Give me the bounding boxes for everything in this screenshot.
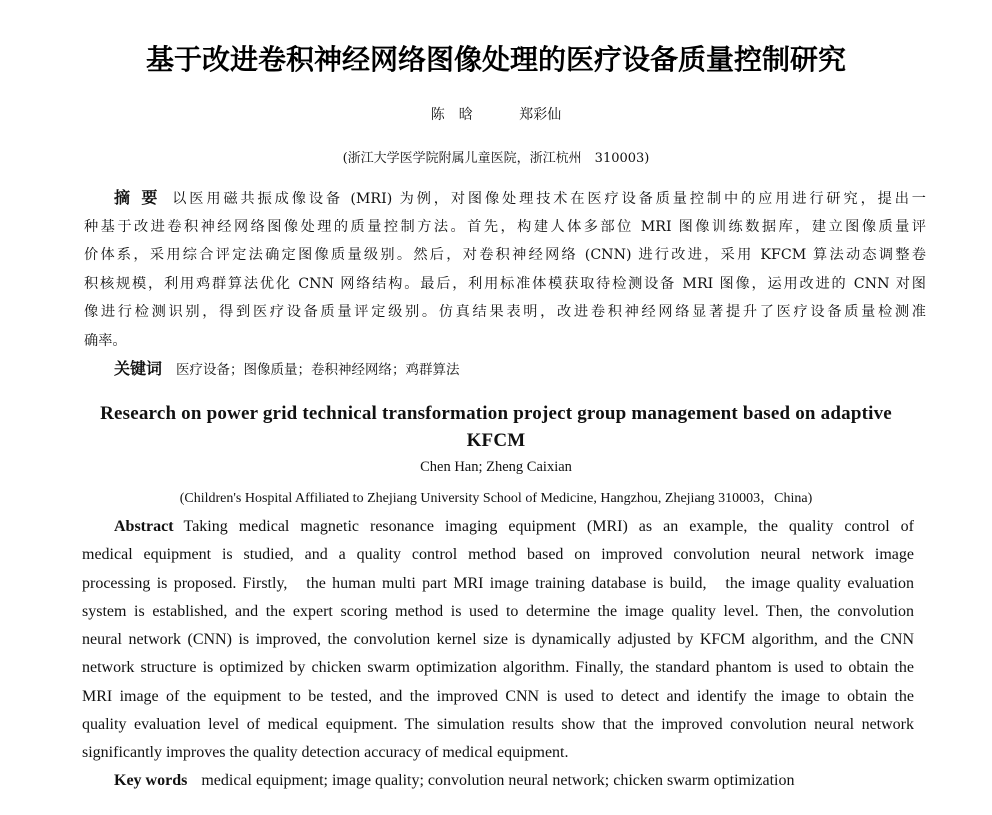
abstract-cn-label: 摘 要: [114, 188, 161, 207]
abstract-en-label: Abstract: [114, 518, 174, 535]
paper-title-en-line: KFCM: [466, 430, 526, 451]
abstract-cn-line: 像进行检测识别，得到医疗设备质量评定级别。仿真结果表明，改进卷积神经网络显著提升了医疗设备质量检测准: [84, 304, 926, 320]
abstract-cn-line: 确率。: [84, 332, 127, 349]
abstract-en-line: neural network (CNN) is improved, the convolution kernel size is dynamically adjusted by KFCM algorithm, and the CNN: [82, 631, 914, 649]
abstract-cn-line: [84, 184, 926, 213]
paper-title-en: [70, 400, 922, 454]
authors-cn: [0, 104, 992, 124]
abstract-cn: [84, 184, 926, 355]
abstract-cn-text: 以医用磁共振成像设备 (MRI) 为例，对图像处理技术在医疗设备质量控制中的应用进行研究，提出一: [172, 191, 926, 207]
abstract-en-line: system is established, and the expert scoring method is used to determine the image quality level. Then, the convolution: [82, 602, 914, 620]
keywords-cn-label: 关键词: [114, 359, 163, 378]
keywords-en: [114, 767, 795, 795]
keywords-cn-text: 医疗设备；图像质量；卷积神经网络；鸡群算法: [176, 362, 460, 378]
abstract-cn-line: 积核规模，利用鸡群算法优化 CNN 网络结构。最后，利用标准体模获取待检测设备 MRI 图像，运用改进的 CNN 对图: [84, 275, 926, 292]
abstract-en-line: network structure is optimized by chicken swarm optimization algorithm. Finally, the standard phantom is used to obtain the: [82, 659, 914, 677]
author-cn: 陈 晗: [430, 107, 473, 123]
affiliation-en: (Children's Hospital Affiliated to Zhejiang University School of Medicine, Hangzhou, Zhejiang 310003，China): [179, 491, 813, 506]
abstract-en-line: quality evaluation level of medical equipment. The simulation results show that the improved convolution neural network: [82, 716, 914, 734]
abstract-en-line: significantly improves the quality detection accuracy of medical equipment.: [82, 744, 569, 762]
abstract-en-line: [82, 513, 914, 541]
abstract-en-line: medical equipment is studied, and a quality control method based on improved convolution neural network image: [82, 546, 914, 564]
abstract-en: [82, 513, 914, 768]
authors-en: Chen Han; Zheng Caixian: [420, 459, 572, 475]
abstract-en-line: MRI image of the equipment to be tested, and the improved CNN is used to detect and identify the image to obtain the: [82, 687, 914, 705]
paper-title-en-line: Research on power grid technical transformation project group management based on adaptive: [100, 403, 892, 424]
paper-title-cn: 基于改进卷积神经网络图像处理的医疗设备质量控制研究: [145, 43, 846, 76]
author-cn: 郑彩仙: [519, 107, 562, 123]
affiliation-cn: (浙江大学医学院附属儿童医院，浙江杭州 310003): [342, 151, 650, 166]
abstract-en-text: Taking medical magnetic resonance imaging equipment (MRI) as an example, the quality control of: [183, 518, 914, 535]
abstract-en-line: processing is proposed. Firstly, the human multi part MRI image training database is build, the image quality evaluation: [82, 574, 914, 592]
keywords-cn: [114, 356, 460, 379]
keywords-en-label: Key words: [114, 772, 188, 789]
abstract-cn-line: 种基于改进卷积神经网络图像处理的质量控制方法。首先，构建人体多部位 MRI 图像训练数据库，建立图像质量评: [84, 218, 926, 235]
abstract-cn-line: 价体系，采用综合评定法确定图像质量级别。然后，对卷积神经网络 (CNN) 进行改进，采用 KFCM 算法动态调整卷: [84, 247, 926, 263]
keywords-en-text: medical equipment; image quality; convolution neural network; chicken swarm optimization: [201, 772, 795, 789]
